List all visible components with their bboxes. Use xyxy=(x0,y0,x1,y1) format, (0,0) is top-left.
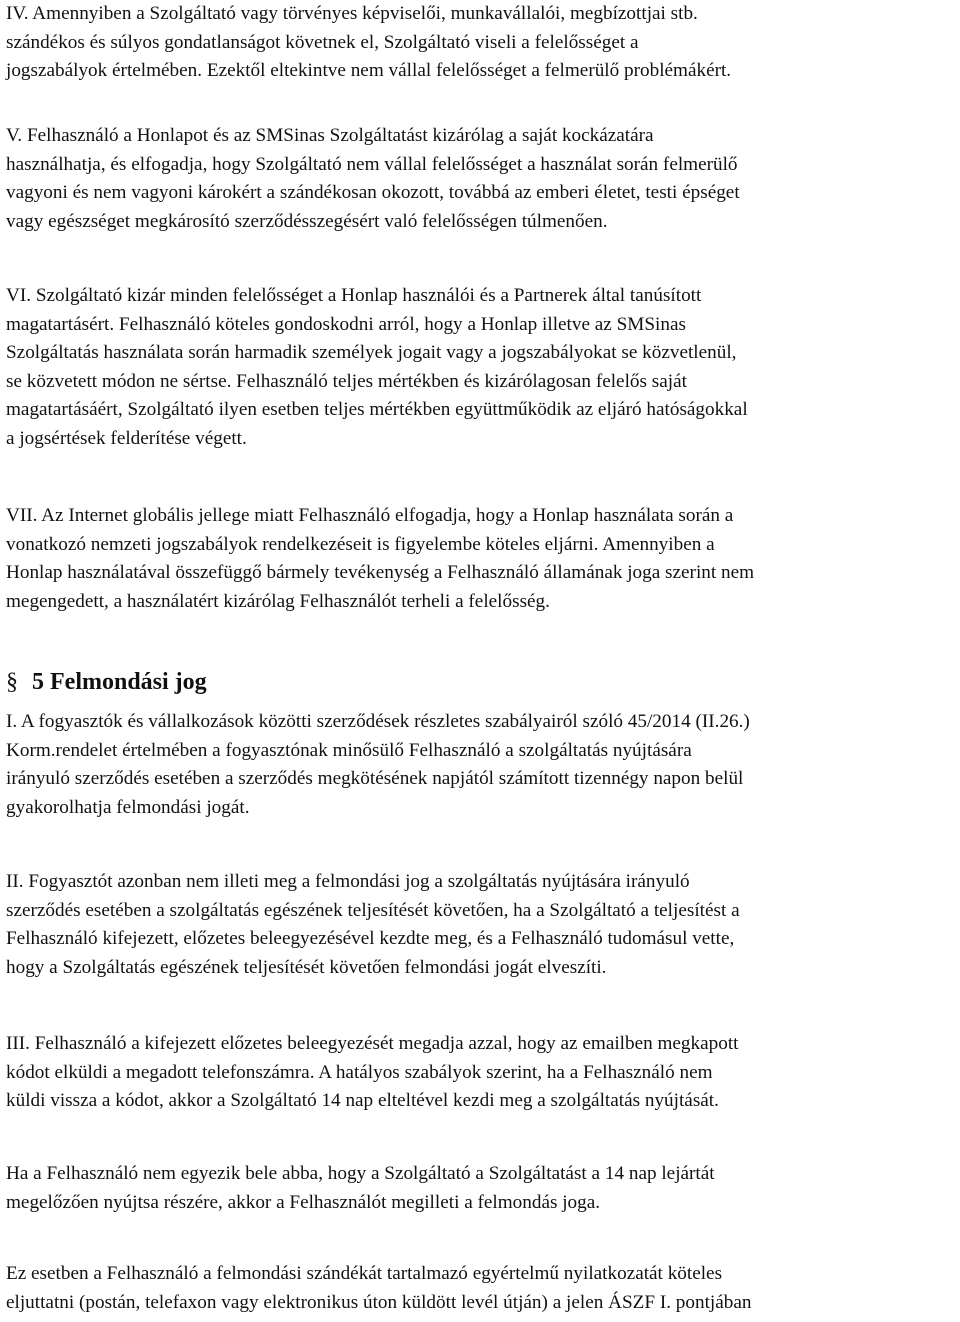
text-line: V. Felhasználó a Honlapot és az SMSinas Szolgáltatást kizárólag a saját kockázatára xyxy=(6,125,654,146)
text-line: gyakorolhatja felmondási jogát. xyxy=(6,796,250,818)
text-line: Korm.rendelet értelmében a fogyasztónak minősülő Felhasználó a szolgáltatás nyújtására xyxy=(6,739,692,761)
text-line: magatartásért. Felhasználó köteles gondoskodni arról, hogy a Honlap illetve az SMSinas xyxy=(6,313,686,335)
paragraph-5-i xyxy=(6,708,750,822)
paragraph-vii xyxy=(6,502,754,616)
text-line: II. Fogyasztót azonban nem illeti meg a felmondási jog a szolgáltatás nyújtására irányuló xyxy=(6,871,690,892)
text-line: a jogsértések felderítése végett. xyxy=(6,427,247,449)
text-line: küldi vissza a kódot, akkor a Szolgáltató 14 nap elteltével kezdi meg a szolgáltatás nyújtását. xyxy=(6,1090,719,1112)
text-line: se közvetett módon ne sértse. Felhasználó teljes mértékben és kizárólagosan felelős saját xyxy=(6,370,687,392)
text-line: használhatja, és elfogadja, hogy Szolgáltató nem vállal felelősséget a használat során felmerülő xyxy=(6,153,738,175)
paragraph-5-ii xyxy=(6,868,740,982)
text-line: Honlap használatával összefüggő bármely tevékenység a Felhasználó államának joga szerint nem xyxy=(6,562,755,584)
paragraph-ha xyxy=(6,1160,715,1217)
text-line: Szolgáltatás használata során harmadik személyek jogait vagy a jogszabályokat se közvetlenül, xyxy=(6,342,737,364)
paragraph-v xyxy=(6,122,740,236)
text-line: magatartásáért, Szolgáltató ilyen esetben teljes mértékben együttműködik az eljáró hatóságokkal xyxy=(6,399,748,421)
text-line: szándékos és súlyos gondatlanságot követnek el, Szolgáltató viseli a felelősséget a xyxy=(6,31,639,53)
paragraph-iv xyxy=(6,0,731,86)
text-line: szerződés esetében a szolgáltatás egészének teljesítését követően, ha a Szolgáltató a teljesítést a xyxy=(6,899,740,921)
text-line: kódot elküldi a megadott telefonszámra. A hatályos szabályok szerint, ha a Felhasználó nem xyxy=(6,1061,713,1083)
text-line: IV. Amennyiben a Szolgáltató vagy törvényes képviselői, munkavállalói, megbízottjai stb. xyxy=(6,3,698,24)
text-line: hogy a Szolgáltatás egészének teljesítését követően felmondási jogát elveszíti. xyxy=(6,956,607,978)
text-line: VI. Szolgáltató kizár minden felelősséget a Honlap használói és a Partnerek által tanúsított xyxy=(6,285,702,306)
paragraph-5-iii xyxy=(6,1030,739,1116)
text-line: Ez esetben a Felhasználó a felmondási szándékát tartalmazó egyértelmű nyilatkozatát köteles xyxy=(6,1263,723,1284)
section-heading-text: 5 Felmondási jog xyxy=(32,669,207,695)
text-line: III. Felhasználó a kifejezett előzetes beleegyezését megadja azzal, hogy az emailben megkapott xyxy=(6,1033,739,1054)
text-line: megengedett, a használatért kizárólag Felhasználót terheli a felelősség. xyxy=(6,590,550,612)
text-line: vonatkozó nemzeti jogszabályok rendelkezéseit is figyelembe köteles eljárni. Amennyiben a xyxy=(6,533,715,555)
text-line: irányuló szerződés esetében a szerződés megkötésének napjától számított tizennégy napon belül xyxy=(6,768,744,790)
text-line: VII. Az Internet globális jellege miatt Felhasználó elfogadja, hogy a Honlap használata során a xyxy=(6,505,734,526)
text-line: Ha a Felhasználó nem egyezik bele abba, hogy a Szolgáltató a Szolgáltatást a 14 nap lejártát xyxy=(6,1163,715,1184)
paragraph-vi xyxy=(6,282,748,454)
paragraph-ez xyxy=(6,1260,751,1317)
text-line: vagy egészséget megkárosító szerződésszegésért való felelősségen túlmenően. xyxy=(6,210,608,232)
text-line: Felhasználó kifejezett, előzetes beleegyezésével kezdte meg, és a Felhasználó tudomásul vette, xyxy=(6,928,735,950)
section-heading-5 xyxy=(6,666,207,698)
text-line: vagyoni és nem vagyoni károkért a szándékosan okozott, továbbá az emberi életet, testi épséget xyxy=(6,182,740,204)
section-bullet-icon: § xyxy=(6,669,18,695)
text-line: megelőzően nyújtsa részére, akkor a Felhasználót megilleti a felmondás joga. xyxy=(6,1191,601,1213)
text-line: jogszabályok értelmében. Ezektől eltekintve nem vállal felelősséget a felmerülő problémákért. xyxy=(6,60,732,82)
text-line: eljuttatni (postán, telefaxon vagy elektronikus úton küldött levél útján) a jelen ÁSZF I. pontjában xyxy=(6,1291,752,1313)
text-line: I. A fogyasztók és vállalkozások közötti szerződések részletes szabályairól szóló 45/2014 (II.26.) xyxy=(6,711,750,732)
